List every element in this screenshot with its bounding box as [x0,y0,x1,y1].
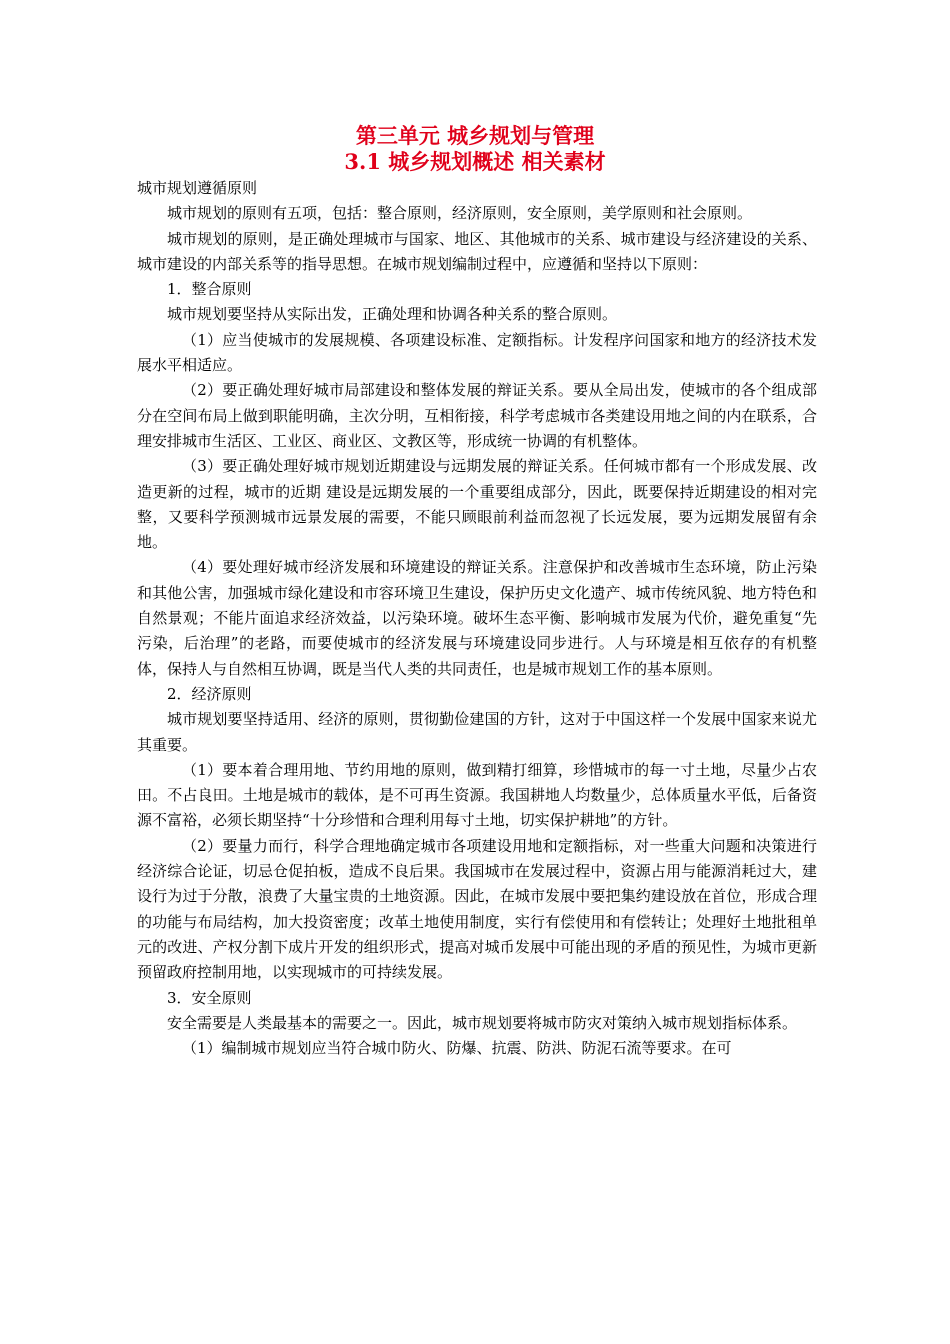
paragraph: （1）编制城市规划应当符合城巾防火、防爆、抗震、防洪、防泥石流等要求。在可 [182,1039,732,1058]
paragraph: 城市规划要坚持适用、经济的原则，贯彻勤俭建国的方针，这对于中国这样一个发展中国家来说尤其重要。 [137,710,817,754]
paragraph: （4）要处理好城市经济发展和环境建设的辩证关系。注意保护和改善城市生态环境，防止污染和其他公害，加强城市绿化建设和市容环境卫生建设，保护历史文化遗产、城市传统风貌、地方特色和自然景观；不能片面追求经济效益，以污染环境。破坏生态平衡、影响城市发展为代价，避免重复“先污染，后治理”的老路，而要使城市的经济发展与环境建设同步进行。人与环境是相互依存的有机整体，保持人与自然相互协调，既是当代人类的共同责任，也是城市规划工作的基本原则。 [137,558,817,678]
paragraph: 城市规划遵循原则 [137,179,258,197]
paragraph: （3）要正确处理好城市规划近期建设与远期发展的辩证关系。任何城市都有一个形成发展、改造更新的过程，城市的近期 建设是远期发展的一个重要组成部分，因此，既要保持近期建设的相对完整，又要科学预测城市远景发展的需要，不能只顾眼前利益而忽视了长远发展，要为远期发展留有余地。 [137,457,817,552]
section-title: 3.1 城乡规划概述 相关素材 [344,149,606,174]
paragraph: 城市规划的原则，是正确处理城市与国家、地区、其他城市的关系、城市建设与经济建设的关系、城市建设的内部关系等的指导思想。在城市规划编制过程中，应遵循和坚持以下原则： [137,229,817,273]
paragraph: 城市规划的原则有五项，包括：整合原则，经济原则，安全原则，美学原则和社会原则。 [167,204,753,223]
paragraph: 安全需要是人类最基本的需要之一。因此，城市规划要将城市防灾对策纳入城市规划指标体系。 [167,1013,798,1032]
paragraph: （1）应当使城市的发展规模、各项建设标准、定额指标。计发程序问国家和地方的经济技术发展水平相适应。 [137,330,817,375]
document-body [137,176,817,1061]
paragraph: 2．经济原则 [167,684,252,703]
unit-title: 第三单元 城乡规划与管理 [355,123,595,148]
paragraph: 3．安全原则 [167,988,252,1007]
paragraph: 城市规划要坚持从实际出发，正确处理和协调各种关系的整合原则。 [167,305,618,324]
paragraph: （2）要量力而行，科学合理地确定城市各项建设用地和定额指标，对一些重大问题和决策进行经济综合论证，切忌仓促拍板，造成不良后果。我国城市在发展过程中，资源占用与能源消耗过大，建设行为过于分散，浪费了大量宝贵的土地资源。因此，在城市发展中要把集约建设放在首位，形成合理的功能与布局结构，加大投资密度；改革土地使用制度，实行有偿使用和有偿转让；处理好土地批租单元的改进、产权分割下成片开发的组织形式，提高对城币发展中可能出现的矛盾的预见性，为城市更新预留政府控制用地，以实现城市的可持续发展。 [137,836,817,982]
paragraph: （2）要正确处理好城市局部建设和整体发展的辩证关系。要从全局出发，使城市的各个组成部分在空间布局上做到职能明确，主次分明，互相衔接，科学考虑城市各类建设用地之间的内在联系，合理安排城市生活区、工业区、商业区、文教区等，形成统一协调的有机整体。 [137,381,817,450]
paragraph: 1．整合原则 [167,280,252,299]
paragraph: （1）要本着合理用地、节约用地的原则，做到精打细算，珍惜城市的每一寸土地，尽量少占农田。不占良田。土地是城市的载体，是不可再生资源。我国耕地人均数量少，总体质量水平低，后备资源不富裕，必须长期坚持“十分珍惜和合理利用每寸土地，切实保护耕地”的方针。 [137,760,817,830]
